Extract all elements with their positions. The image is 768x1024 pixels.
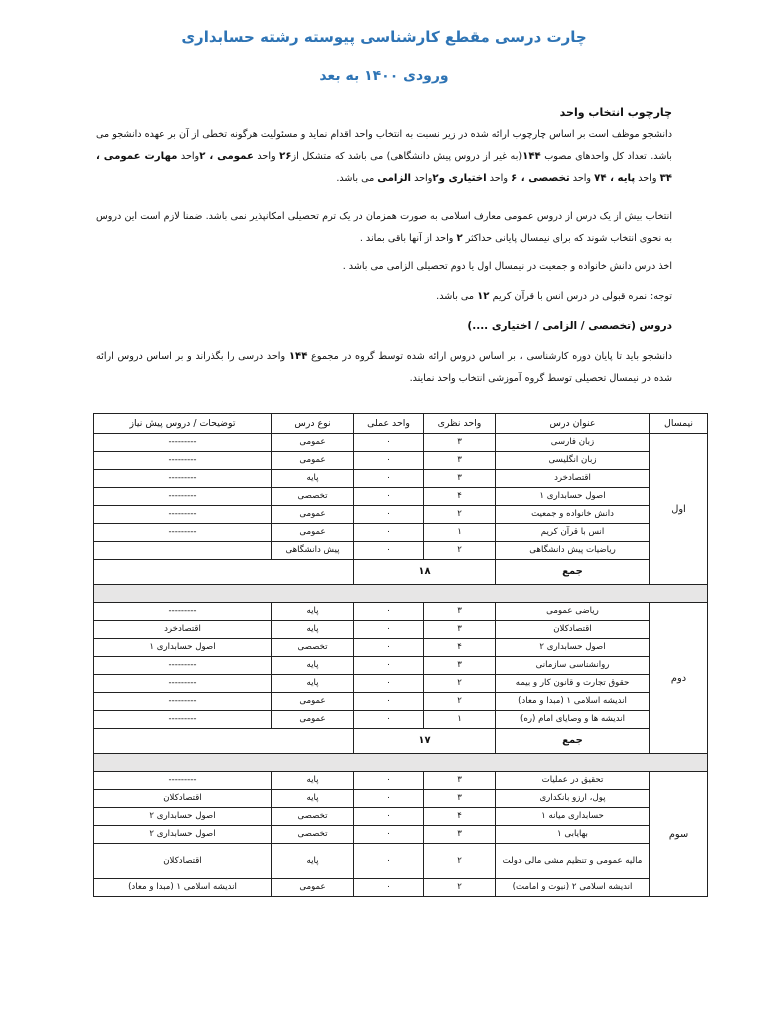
course-title: حقوق تجارت و قانون کار و بیمه: [496, 675, 650, 693]
table-row: [94, 772, 708, 790]
p1-unit-label-3: واحد: [635, 173, 660, 184]
course-type: پایه: [272, 844, 354, 879]
course-title: ریاضی عمومی: [496, 603, 650, 621]
course-notes: ---------: [94, 506, 272, 524]
course-title: انس با قرآن کریم: [496, 524, 650, 542]
semester-cell: سوم: [650, 772, 708, 897]
course-practical: ۰: [354, 603, 424, 621]
course-type: پایه: [272, 790, 354, 808]
course-type: پیش دانشگاهی: [272, 542, 354, 560]
course-title: روانشناسی سازمانی: [496, 657, 650, 675]
sum-empty: [94, 729, 354, 754]
course-notes: اصول حسابداری ۲: [94, 808, 272, 826]
semester-cell: اول: [650, 434, 708, 585]
course-type: تخصصی: [272, 808, 354, 826]
course-notes: اصول حسابداری ۲: [94, 826, 272, 844]
table-row: [94, 603, 708, 621]
separator-cell: [94, 585, 708, 603]
course-notes: ---------: [94, 488, 272, 506]
course-title: اقتصادکلان: [496, 621, 650, 639]
course-theory: ۲: [424, 542, 496, 560]
course-practical: ۰: [354, 790, 424, 808]
course-theory: ۳: [424, 790, 496, 808]
course-theory: ۴: [424, 639, 496, 657]
p5-text-a: دانشجو باید تا پایان دوره کارشناسی ، بر اساس دروس ارائه شده توسط گروه در مجموع: [307, 351, 673, 362]
p1-special: تخصصی ، ۶: [511, 173, 570, 184]
sum-empty: [94, 560, 354, 585]
course-title: تحقیق در عملیات: [496, 772, 650, 790]
course-type: عمومی: [272, 506, 354, 524]
course-type: عمومی: [272, 452, 354, 470]
course-type: تخصصی: [272, 488, 354, 506]
course-type: پایه: [272, 772, 354, 790]
course-practical: ۰: [354, 470, 424, 488]
course-theory: ۱: [424, 524, 496, 542]
p1-text-a: دانشجو موظف است بر اساس چارچوب ارائه شده در زیر نسبت به انتخاب واحد اقدام نماید و مسئولیت هرگونه تخطی از آن بر عهده دانشجو می باشد. تعداد کل واحدهای مصوب: [96, 129, 672, 162]
course-notes: ---------: [94, 470, 272, 488]
p1-text-end: می باشد.: [336, 173, 378, 184]
table-row: [94, 639, 708, 657]
course-practical: ۰: [354, 452, 424, 470]
course-notes: اندیشه اسلامی ۱ (مبدا و معاد): [94, 879, 272, 897]
table-row: [94, 826, 708, 844]
courses-paragraph: [96, 346, 672, 390]
p4-text-a: توجه: نمره قبولی در درس انس با قرآن کریم: [489, 291, 672, 302]
header-type: نوع درس: [272, 414, 354, 434]
p1-text-b: (به غیر از دروس پیش دانشگاهی) می باشد که متشکل از: [291, 151, 523, 162]
header-semester: نیمسال: [650, 414, 708, 434]
p1-unit-label-2: واحد: [177, 151, 200, 162]
course-type: پایه: [272, 675, 354, 693]
course-title: اصول حسابداری ۲: [496, 639, 650, 657]
course-theory: ۴: [424, 808, 496, 826]
framework-paragraph-4: [96, 286, 672, 308]
course-title: زبان فارسی: [496, 434, 650, 452]
framework-paragraph-2: [96, 206, 672, 250]
course-type: پایه: [272, 470, 354, 488]
course-notes: اقتصادکلان: [94, 844, 272, 879]
separator-cell: [94, 754, 708, 772]
course-theory: ۲: [424, 693, 496, 711]
course-type: عمومی: [272, 434, 354, 452]
p1-base: پایه ، ۷۴: [594, 173, 636, 184]
course-theory: ۲: [424, 844, 496, 879]
page-title: چارت درسی مقطع کارشناسی پیوسته رشته حسابداری: [181, 28, 587, 46]
course-notes: ---------: [94, 524, 272, 542]
course-practical: ۰: [354, 772, 424, 790]
course-title: مالیه عمومی و تنظیم مشی مالی دولت: [496, 844, 650, 879]
framework-paragraph-1: [96, 124, 672, 190]
course-theory: ۳: [424, 434, 496, 452]
course-title: اقتصادخرد: [496, 470, 650, 488]
semester-total-row: [94, 560, 708, 585]
table-row: [94, 879, 708, 897]
course-title: دانش خانواده و جمعیت: [496, 506, 650, 524]
header-practical: واحد عملی: [354, 414, 424, 434]
p1-elective: اختیاری و۲: [432, 173, 487, 184]
course-notes: ---------: [94, 434, 272, 452]
table-row: [94, 808, 708, 826]
course-practical: ۰: [354, 524, 424, 542]
course-practical: ۰: [354, 639, 424, 657]
sum-label: جمع: [496, 560, 650, 585]
p1-required: الزامی: [377, 173, 412, 184]
course-practical: ۰: [354, 657, 424, 675]
course-notes: [94, 542, 272, 560]
p2-text-end: واحد از آنها باقی بماند .: [359, 233, 457, 244]
course-type: پایه: [272, 603, 354, 621]
course-theory: ۴: [424, 488, 496, 506]
course-type: تخصصی: [272, 826, 354, 844]
course-practical: ۰: [354, 542, 424, 560]
course-practical: ۰: [354, 844, 424, 879]
course-theory: ۳: [424, 657, 496, 675]
course-title: اندیشه اسلامی ۱ (مبدا و معاد): [496, 693, 650, 711]
course-title: ریاضیات پیش دانشگاهی: [496, 542, 650, 560]
p4-text-b: می باشد.: [436, 291, 478, 302]
course-theory: ۲: [424, 506, 496, 524]
course-type: عمومی: [272, 693, 354, 711]
sum-value: ۱۷: [354, 729, 496, 754]
p4-number: ۱۲: [477, 291, 490, 302]
table-row: [94, 524, 708, 542]
table-row: [94, 790, 708, 808]
p2-number: ۲: [456, 233, 463, 244]
course-notes: ---------: [94, 711, 272, 729]
semester-cell: دوم: [650, 603, 708, 754]
table-header-row: [94, 414, 708, 434]
course-title: اندیشه اسلامی ۲ (نبوت و امامت): [496, 879, 650, 897]
table-row: [94, 657, 708, 675]
course-type: عمومی: [272, 711, 354, 729]
header-theory: واحد نظری: [424, 414, 496, 434]
course-notes: ---------: [94, 603, 272, 621]
p1-unit-label-5: واحد: [486, 173, 512, 184]
course-practical: ۰: [354, 621, 424, 639]
course-type: پایه: [272, 621, 354, 639]
table-row: [94, 506, 708, 524]
course-title: پول، ارزو بانکداری: [496, 790, 650, 808]
course-theory: ۳: [424, 772, 496, 790]
page-subtitle: ورودی ۱۴۰۰ به بعد: [319, 68, 449, 84]
course-practical: ۰: [354, 675, 424, 693]
course-practical: ۰: [354, 826, 424, 844]
course-practical: ۰: [354, 488, 424, 506]
course-notes: ---------: [94, 452, 272, 470]
course-rows: [94, 434, 708, 897]
courses-heading: دروس (تخصصی / الزامی / اختیاری ....): [467, 320, 672, 332]
course-practical: ۰: [354, 808, 424, 826]
p1-unit-label-1: واحد: [253, 151, 280, 162]
course-notes: ---------: [94, 657, 272, 675]
course-practical: ۰: [354, 879, 424, 897]
p2-text: انتخاب بیش از یک درس از دروس عمومی معارف اسلامی به صورت همزمان در یک ترم تحصیلی امکانپذیر نمی باشد. ضمنا لازم است این دروس به نحوی انتخاب شوند که برای نیمسال پایانی حداکثر: [96, 211, 672, 244]
course-practical: ۰: [354, 693, 424, 711]
table-row: [94, 542, 708, 560]
semester-total-row: [94, 729, 708, 754]
course-practical: ۰: [354, 434, 424, 452]
table-row: [94, 693, 708, 711]
table-row: [94, 452, 708, 470]
course-theory: ۳: [424, 452, 496, 470]
course-type: عمومی: [272, 879, 354, 897]
sum-value: ۱۸: [354, 560, 496, 585]
course-notes: اقتصادخرد: [94, 621, 272, 639]
course-title: زبان انگلیسی: [496, 452, 650, 470]
p1-unit-label-6: واحد: [411, 173, 433, 184]
course-theory: ۳: [424, 603, 496, 621]
course-chart-table: [93, 413, 708, 897]
course-notes: اقتصادکلان: [94, 790, 272, 808]
course-type: پایه: [272, 657, 354, 675]
course-notes: اصول حسابداری ۱: [94, 639, 272, 657]
table-row: [94, 434, 708, 452]
course-title: بهایابی ۱: [496, 826, 650, 844]
course-theory: ۳: [424, 826, 496, 844]
p5-text-b: واحد درسی را بگذراند و بر اساس دروس ارائه شده در نیمسال تحصیلی توسط گروه آموزشی انتخاب واحد نمایند.: [96, 351, 672, 384]
framework-heading: چارچوب انتخاب واحد: [559, 106, 672, 119]
course-title: اصول حسابداری ۱: [496, 488, 650, 506]
course-title: حسابداری میانه ۱: [496, 808, 650, 826]
table-row: [94, 844, 708, 879]
table-row: [94, 488, 708, 506]
table-row: [94, 470, 708, 488]
course-notes: ---------: [94, 675, 272, 693]
framework-paragraph-3: اخذ درس دانش خانواده و جمعیت در نیمسال اول یا دوم تحصیلی الزامی می باشد .: [342, 261, 672, 272]
course-type: عمومی: [272, 524, 354, 542]
table-row: [94, 621, 708, 639]
p1-total-units: ۱۴۴: [522, 151, 541, 162]
header-title: عنوان درس: [496, 414, 650, 434]
course-notes: ---------: [94, 693, 272, 711]
sum-label: جمع: [496, 729, 650, 754]
course-practical: ۰: [354, 506, 424, 524]
course-theory: ۳: [424, 621, 496, 639]
semester-separator: [94, 754, 708, 772]
p1-general: عمومی ، ۲: [199, 151, 254, 162]
p1-unit-label-4: واحد: [569, 173, 595, 184]
course-title: اندیشه ها و وصایای امام (ره): [496, 711, 650, 729]
course-theory: ۳: [424, 470, 496, 488]
p5-number: ۱۴۴: [288, 351, 308, 362]
p1-general-count: ۲۶: [279, 151, 292, 162]
course-theory: ۲: [424, 879, 496, 897]
course-theory: ۱: [424, 711, 496, 729]
table-row: [94, 675, 708, 693]
header-notes: توضیحات / دروس پیش نیاز: [94, 414, 272, 434]
table-row: [94, 711, 708, 729]
p1-skill: مهارت عمومی ، ۳۴: [96, 151, 672, 184]
semester-separator: [94, 585, 708, 603]
course-theory: ۲: [424, 675, 496, 693]
course-type: تخصصی: [272, 639, 354, 657]
course-notes: ---------: [94, 772, 272, 790]
course-practical: ۰: [354, 711, 424, 729]
